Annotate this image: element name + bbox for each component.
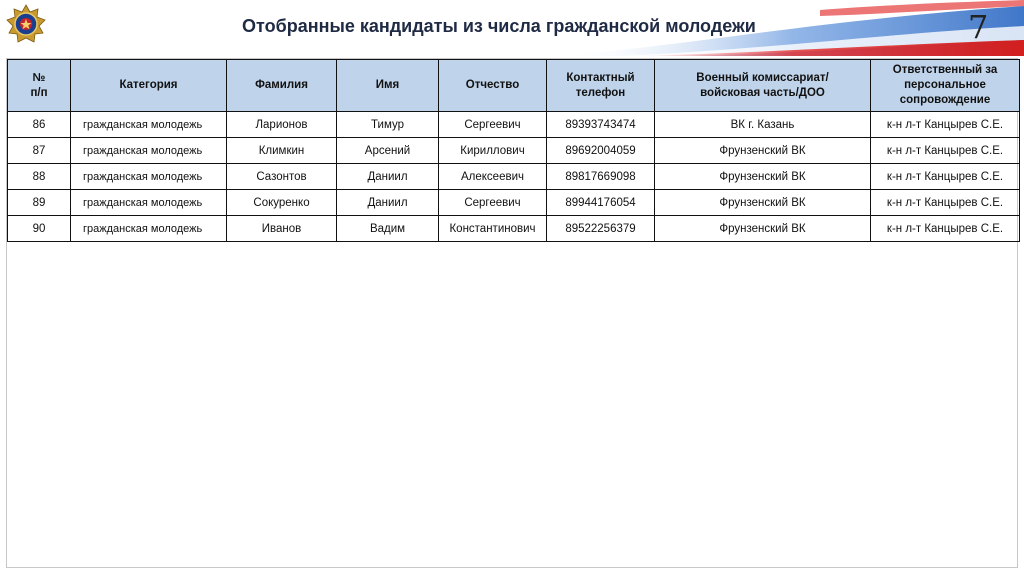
cell-responsible: к-н л-т Канцырев С.Е. [871,216,1020,242]
cell-commissariat: Фрунзенский ВК [655,164,871,190]
cell-name: Тимур [337,112,439,138]
cell-surname: Сазонтов [227,164,337,190]
cell-category: гражданская молодежь [71,190,227,216]
table-row [8,216,1020,242]
table-row [8,138,1020,164]
page-title: Отобранные кандидаты из числа гражданской молодежи [242,16,756,36]
cell-phone: 89393743474 [547,112,655,138]
cell-commissariat: ВК г. Казань [655,112,871,138]
column-header: Военный комиссариат/войсковая часть/ДОО [655,60,871,112]
column-header: Контактный телефон [547,60,655,112]
cell-phone: 89817669098 [547,164,655,190]
cell-commissariat: Фрунзенский ВК [655,216,871,242]
cell-name: Арсений [337,138,439,164]
cell-phone: 89522256379 [547,216,655,242]
cell-surname: Иванов [227,216,337,242]
cell-name: Даниил [337,190,439,216]
military-emblem-icon [6,4,46,44]
cell-patronymic: Алексеевич [439,164,547,190]
cell-responsible: к-н л-т Канцырев С.Е. [871,190,1020,216]
cell-number: 89 [8,190,71,216]
cell-number: 90 [8,216,71,242]
column-header: Ответственный за персональное сопровождение [871,60,1020,112]
column-header: Категория [71,60,227,112]
table-row [8,190,1020,216]
cell-number: 88 [8,164,71,190]
table-row [8,164,1020,190]
cell-patronymic: Кириллович [439,138,547,164]
cell-number: 87 [8,138,71,164]
cell-phone: 89692004059 [547,138,655,164]
cell-number: 86 [8,112,71,138]
cell-name: Даниил [337,164,439,190]
cell-category: гражданская молодежь [71,216,227,242]
cell-responsible: к-н л-т Канцырев С.Е. [871,112,1020,138]
column-header: Фамилия [227,60,337,112]
table-header-row [8,60,1020,112]
cell-commissariat: Фрунзенский ВК [655,190,871,216]
slide-number: 7 [968,8,989,46]
cell-responsible: к-н л-т Канцырев С.Е. [871,164,1020,190]
cell-commissariat: Фрунзенский ВК [655,138,871,164]
cell-patronymic: Константинович [439,216,547,242]
cell-responsible: к-н л-т Канцырев С.Е. [871,138,1020,164]
cell-phone: 89944176054 [547,190,655,216]
column-header: Имя [337,60,439,112]
cell-category: гражданская молодежь [71,164,227,190]
cell-surname: Ларионов [227,112,337,138]
table-area [6,58,1018,568]
table-row [8,112,1020,138]
column-header: Отчество [439,60,547,112]
column-header: № п/п [8,60,71,112]
cell-patronymic: Сергеевич [439,190,547,216]
cell-patronymic: Сергеевич [439,112,547,138]
slide-header [0,0,1024,56]
candidates-table [7,59,1020,242]
cell-category: гражданская молодежь [71,138,227,164]
cell-surname: Сокуренко [227,190,337,216]
cell-name: Вадим [337,216,439,242]
cell-surname: Климкин [227,138,337,164]
cell-category: гражданская молодежь [71,112,227,138]
